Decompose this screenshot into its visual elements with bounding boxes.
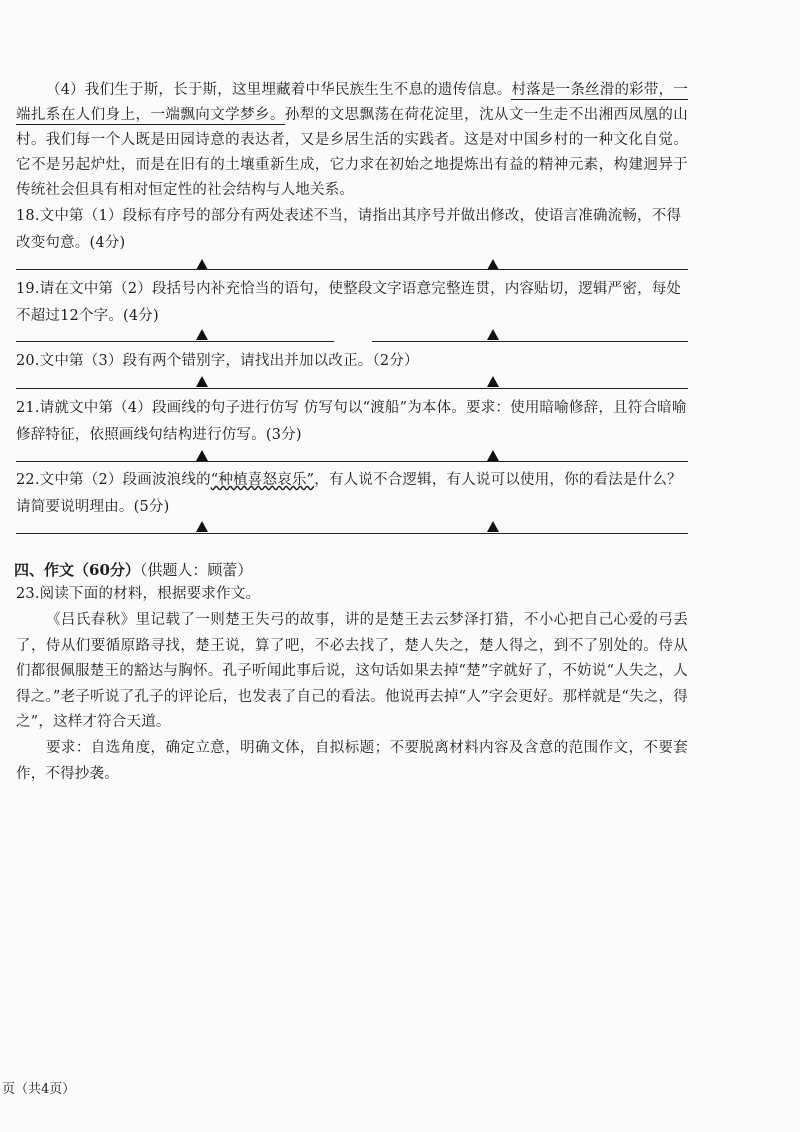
question-19: 19.请在文中第（2）段括号内补充恰当的语句，使整段文字语意完整连贯，内容贴切，逻辑严密，每处不超过12个字。(4分) bbox=[16, 281, 682, 324]
question-18: 18.文中第（1）段标有序号的部分有两处表述不当，请指出其序号并做出修改，使语言准确流畅，不得改变句意。(4分) bbox=[16, 208, 682, 251]
answer-marker bbox=[487, 329, 499, 340]
answer-line[interactable] bbox=[16, 388, 688, 389]
section-source: （供题人：顾蕾） bbox=[139, 561, 253, 579]
answer-marker bbox=[196, 450, 208, 461]
section-heading bbox=[14, 558, 252, 582]
question-20: 20.文中第（3）段有两个错别字，请找出并加以改正。（2分） bbox=[16, 353, 419, 369]
answer-line-2[interactable] bbox=[372, 341, 688, 342]
composition-requirement: 要求：自选角度，确定立意，明确文体，自拟标题；不要脱离材料内容及含意的范围作文，不要套作，不得抄袭。 bbox=[16, 740, 688, 782]
answer-line-1[interactable] bbox=[16, 341, 334, 342]
answer-marker bbox=[487, 521, 499, 532]
question-22-rest: ，有人说不合逻辑，有人说可以使用，你的看法是什么？请简要说明理由。(5分) bbox=[16, 472, 682, 515]
passage-rest: 孙犁的文思飘荡在荷花淀里，沈从文一生走不出湘西凤凰的山村。我们每一个人既是田园诗意的表达者，又是乡居生活的实践者。这是对中国乡村的一种文化自觉。它不是另起炉灶，而是在旧有的土壤重新生成，它力求在初始之地提炼出有益的精神元素，构建迥异于传统社会但具有相对恒定性的社会结构与人地关系。 bbox=[16, 107, 688, 198]
answer-marker bbox=[196, 521, 208, 532]
answer-marker bbox=[487, 450, 499, 461]
wavy-underlined-phrase: “种植喜怒哀乐” bbox=[210, 472, 315, 488]
answer-line[interactable] bbox=[16, 533, 688, 534]
answer-marker bbox=[487, 376, 499, 387]
question-21: 21.请就文中第（4）段画线的句子进行仿写 仿写句以“渡船”为本体。要求：使用暗喻修辞，且符合暗喻修辞特征，依照画线句结构进行仿写。(3分) bbox=[16, 400, 687, 443]
answer-line[interactable] bbox=[16, 269, 688, 270]
underlined-sentence: 村落是一条丝滑的彩带，一端扎系在人们身上，一端飘向文学梦乡。 bbox=[16, 82, 689, 123]
question-22 bbox=[16, 467, 688, 521]
composition-material: 《吕氏春秋》里记载了一则楚王失弓的故事，讲的是楚王去云梦泽打猎，不小心把自己心爱的弓丢了，侍从们要循原路寻找，楚王说，算了吧，不必去找了，楚人失之，楚人得之，到不了别处的。侍从们都很佩服楚王的豁达与胸怀。孔子听闻此事后说，这句话如果去掉“楚”字就好了，不妨说“人失之，人得之。”老子听说了孔子的评论后，也发表了自己的看法。他说再去掉“人”字会更好。那样就是“失之，得之”，这样才符合天道。 bbox=[16, 612, 688, 730]
answer-line[interactable] bbox=[16, 461, 688, 462]
answer-marker bbox=[196, 329, 208, 340]
question-22-text: 22.文中第（2）段画波浪线的 bbox=[16, 472, 211, 488]
passage-paragraph-4 bbox=[16, 78, 688, 203]
answer-marker bbox=[196, 376, 208, 387]
question-23: 23.阅读下面的材料，根据要求作文。 bbox=[16, 586, 261, 602]
passage-lead: （4）我们生于斯，长于斯，这里埋藏着中华民族生生不息的遗传信息。 bbox=[46, 82, 512, 98]
section-title: 四、作文（60分） bbox=[14, 561, 140, 579]
page-footer: 页（共4页） bbox=[2, 1082, 76, 1097]
